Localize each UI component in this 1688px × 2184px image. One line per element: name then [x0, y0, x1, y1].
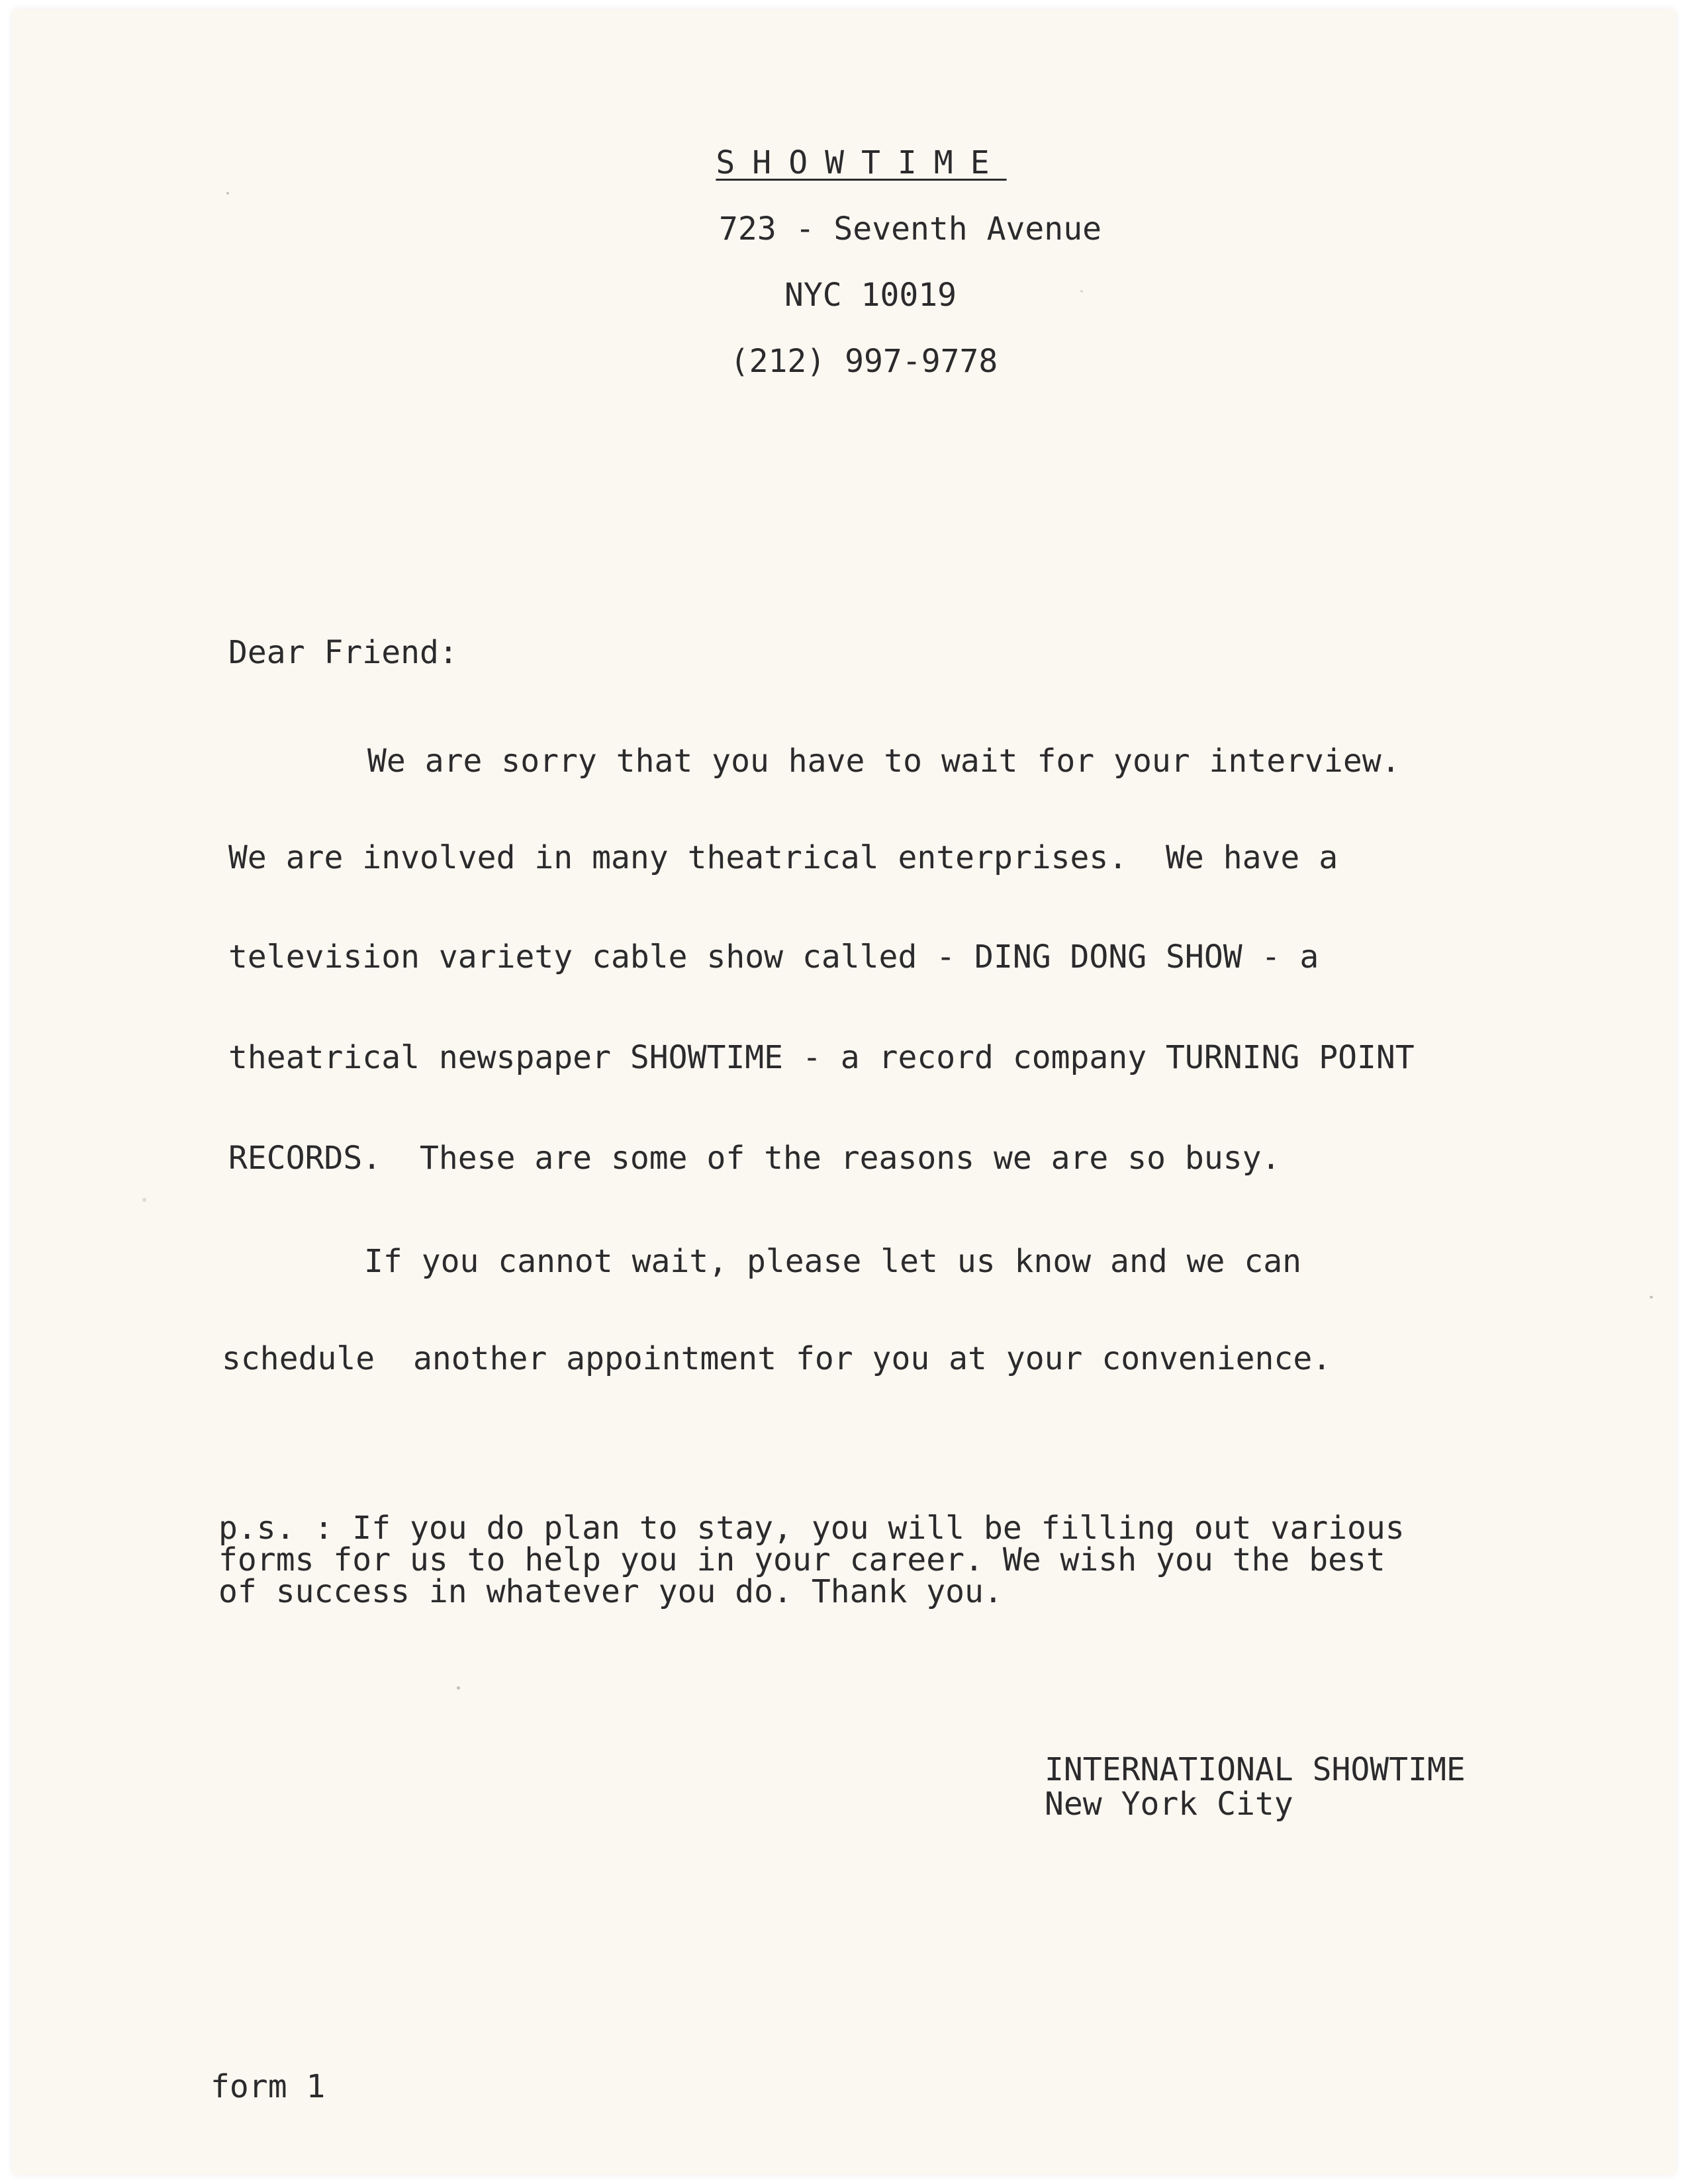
paper-sheet [12, 9, 1676, 2175]
paper-speck [1650, 1296, 1653, 1298]
signature-organization: INTERNATIONAL SHOWTIME [1045, 1751, 1466, 1788]
signature-location: New York City [1045, 1786, 1293, 1823]
postscript [218, 1512, 1405, 1608]
form-label: form 1 [211, 2068, 326, 2105]
postscript-line-1: p.s. : If you do plan to stay, you will be filling out various [218, 1510, 1405, 1547]
postscript-line-3: of success in whatever you do. Thank you. [218, 1573, 1003, 1610]
salutation: Dear Friend: [228, 634, 458, 671]
body-line-2: We are involved in many theatrical enterprises. We have a [228, 839, 1338, 876]
body-line-3: television variety cable show called - DING DONG SHOW - a [228, 938, 1319, 976]
signature-block [1045, 1752, 1466, 1821]
body-line-7: schedule another appointment for you at your convenience. [222, 1340, 1332, 1377]
body-line-4: theatrical newspaper SHOWTIME - a record company TURNING POINT [228, 1039, 1415, 1076]
paper-speck [457, 1686, 460, 1690]
paper-speck [142, 1198, 146, 1202]
body-line-6: If you cannot wait, please let us know and we can [364, 1243, 1302, 1280]
body-line-5: RECORDS. These are some of the reasons we are so busy. [228, 1140, 1281, 1177]
paper-speck [226, 192, 229, 195]
letterhead-phone: (212) 997-9778 [729, 343, 998, 380]
body-line-1: We are sorry that you have to wait for your interview. [367, 743, 1401, 780]
letterhead-title: SHOWTIME [716, 144, 1007, 181]
letterhead-address: 723 - Seventh Avenue [719, 210, 1102, 248]
postscript-line-2: forms for us to help you in your career. We wish you the best [218, 1541, 1385, 1578]
letterhead-city: NYC 10019 [784, 277, 957, 314]
paper-speck [1080, 290, 1083, 293]
